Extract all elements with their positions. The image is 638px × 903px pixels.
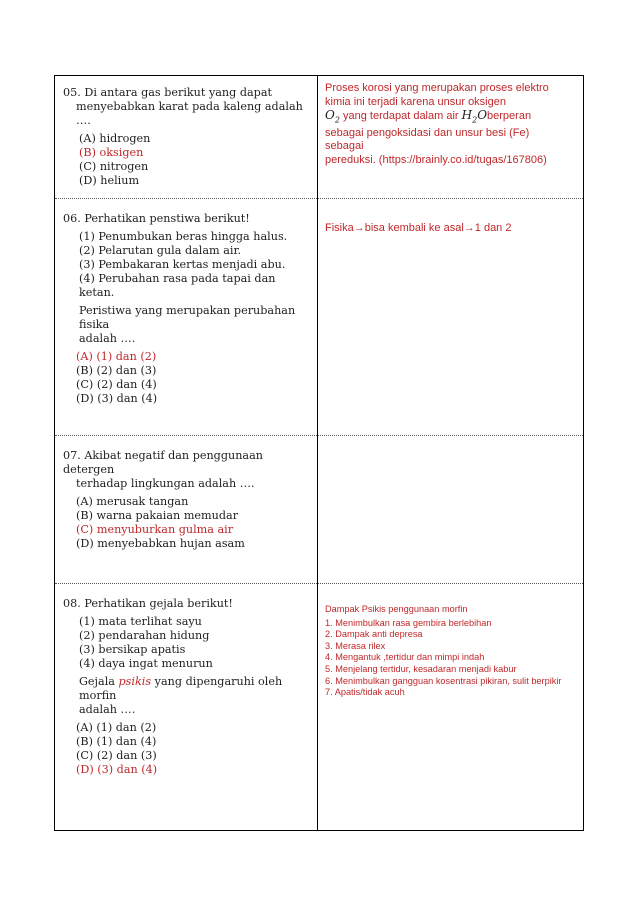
option-b: (B) warna pakaian memudar [76,509,239,522]
question-08-stem: 08. Perhatikan gejala berikut! [63,597,233,610]
question-08-prompt: Gejala psikis yang dipengaruhi oleh morfin [79,675,283,702]
option-c: (C) nitrogen [79,160,149,173]
explanation-08-item: 1. Menimbulkan rasa gembira berlebihan [325,617,492,628]
option-b: (B) (1) dan (4) [76,735,157,748]
option-c: (C) (2) dan (4) [76,378,157,391]
row-divider [55,435,583,436]
question-06 [63,212,311,406]
question-07 [63,449,311,551]
h2o-formula: $H_2O$ [461,108,488,125]
statement-3: (3) Pembakaran kertas menjadi abu. [79,258,286,271]
explanation-08 [325,604,577,699]
option-a: (A) merusak tangan [76,495,189,508]
option-d: (D) helium [79,174,140,187]
symptom-1: (1) mata terlihat sayu [79,615,202,628]
o2-formula: $O_2$ [325,108,340,125]
option-b-answer: (B) oksigen [79,146,144,159]
question-07-stem-cont: terhadap lingkungan adalah …. [76,477,255,490]
option-c: (C) (2) dan (3) [76,749,157,762]
question-08-prompt-cont: adalah …. [79,703,136,716]
statement-4: (4) Perubahan rasa pada tapai dan ketan. [79,272,276,299]
column-divider [317,76,318,830]
answer-table [54,75,584,831]
option-d: (D) menyebabkan hujan asam [76,537,245,550]
explanation-05-line: $O_2$ yang terdapat dalam air $H_2Oberperan$ [325,108,532,125]
explanation-05-line: pereduksi. (https://brainly.co.id/tugas/167806) [325,153,547,166]
option-d: (D) (3) dan (4) [76,392,158,405]
question-06-prompt: Peristiwa yang merupakan perubahan fisika [79,304,296,331]
explanation-08-item: 7. Apatis/tidak acuh [325,687,405,698]
emphasis-psikis: psikis [118,675,152,688]
question-07-stem: 07. Akibat negatif dan penggunaan detergen [63,449,263,476]
symptom-2: (2) pendarahan hidung [79,629,210,642]
row-divider [55,583,583,584]
statement-2: (2) Pelarutan gula dalam air. [79,244,242,257]
symptom-3: (3) bersikap apatis [79,643,186,656]
option-b: (B) (2) dan (3) [76,364,157,377]
explanation-05-line: sebagai pengoksidasi dan unsur besi (Fe) [325,126,530,139]
explanation-05-line: Proses korosi yang merupakan proses elektro [325,82,549,94]
explanation-05 [325,82,577,167]
explanation-08-item: 6. Menimbulkan gangguan kosentrasi pikiran, sulit berpikir [325,675,562,686]
explanation-08-item: 3. Merasa rilex [325,640,386,651]
explanation-08-item: 5. Menjelang tertidur, kesadaran menjadi kabur [325,663,517,674]
question-06-prompt-cont: adalah …. [79,332,136,345]
question-06-stem: 06. Perhatikan penstiwa berikut! [63,212,250,225]
option-d-answer: (D) (3) dan (4) [76,763,158,776]
option-a: (A) (1) dan (2) [76,721,157,734]
explanation-08-item: 4. Mengantuk ,tertidur dan mimpi indah [325,652,485,663]
option-a: (A) hidrogen [79,132,151,145]
explanation-08-item: 2. Dampak anti depresa [325,629,423,640]
explanation-05-line: kimia ini terjadi karena unsur oksigen [325,95,506,108]
symptom-4: (4) daya ingat menurun [79,657,213,670]
explanation-08-title: Dampak Psikis penggunaan morfin [325,604,468,614]
question-05-stem-cont: menyebabkan karat pada kaleng adalah …. [76,100,303,127]
statement-1: (1) Penumbukan beras hingga halus. [79,230,288,243]
option-a-answer: (A) (1) dan (2) [76,350,157,363]
option-c-answer: (C) menyuburkan gulma air [76,523,234,536]
question-05-stem: 05. Di antara gas berikut yang dapat [63,86,273,99]
question-05 [63,86,311,188]
explanation-06: Fisika→bisa kembali ke asal→1 dan 2 [325,222,512,234]
question-08 [63,597,311,777]
row-divider [55,198,583,199]
explanation-05-line: sebagai [325,140,364,153]
